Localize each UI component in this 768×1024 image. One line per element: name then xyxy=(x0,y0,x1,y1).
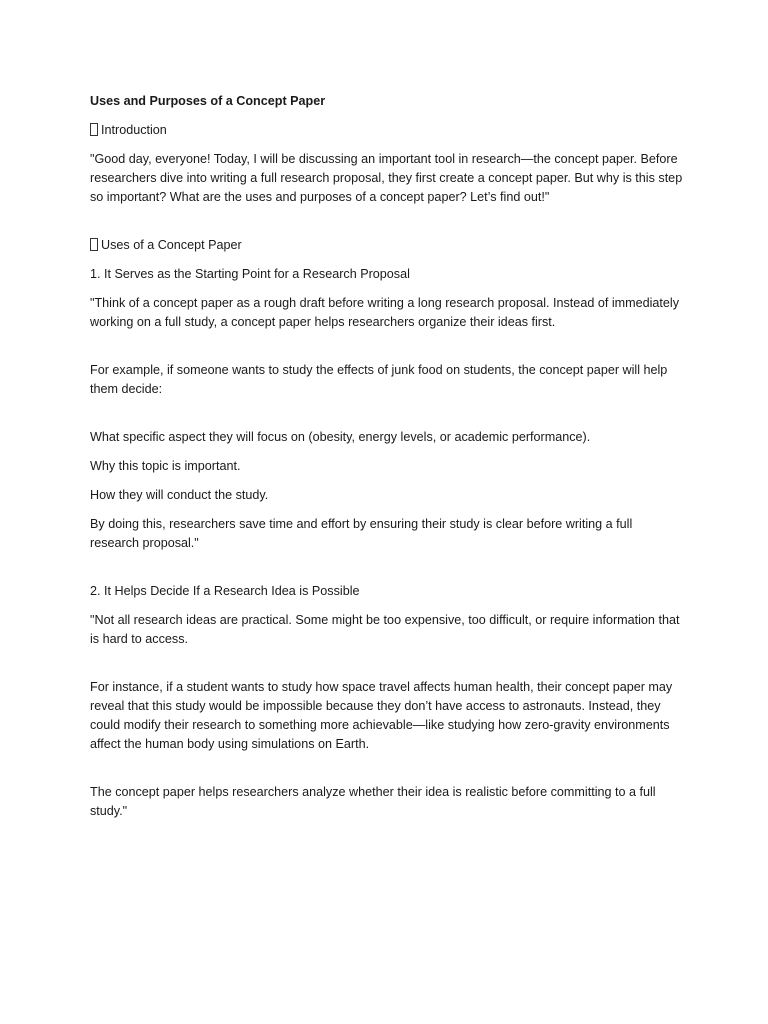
use2-paragraph-3: The concept paper helps researchers analyze whether their idea is realistic before committing to a full study." xyxy=(90,785,656,818)
use1-list-item-2: Why this topic is important. xyxy=(90,459,241,473)
use1-heading: 1. It Serves as the Starting Point for a Research Proposal xyxy=(90,267,410,281)
use1-list-item-3: How they will conduct the study. xyxy=(90,488,269,502)
use2-heading: 2. It Helps Decide If a Research Idea is Possible xyxy=(90,584,360,598)
missing-glyph-icon xyxy=(90,123,98,136)
use1-paragraph-2: For example, if someone wants to study the effects of junk food on students, the concept paper will help them decide: xyxy=(90,363,668,396)
intro-heading xyxy=(90,121,684,140)
use1-paragraph-1: "Think of a concept paper as a rough draft before writing a long research proposal. Instead of immediately working on a full study, a concept paper helps researchers organize their ideas first. xyxy=(90,296,680,329)
use1-list-item-1: What specific aspect they will focus on (obesity, energy levels, or academic performance). xyxy=(90,430,591,444)
document-page xyxy=(90,92,684,821)
missing-glyph-icon xyxy=(90,238,98,251)
document-title: Uses and Purposes of a Concept Paper xyxy=(90,94,326,108)
intro-paragraph: "Good day, everyone! Today, I will be discussing an important tool in research—the concept paper. Before researchers dive into writing a full research proposal, they first create a concept paper. But why is this step so important? What are the uses and purposes of a concept paper? Let’s find out!" xyxy=(90,152,683,204)
use2-paragraph-1: "Not all research ideas are practical. Some might be too expensive, too difficult, or require information that is hard to access. xyxy=(90,613,680,646)
uses-heading xyxy=(90,236,684,255)
uses-heading-text: Uses of a Concept Paper xyxy=(101,238,242,252)
use1-paragraph-3: By doing this, researchers save time and effort by ensuring their study is clear before writing a full research proposal." xyxy=(90,517,633,550)
intro-heading-text: Introduction xyxy=(101,123,167,137)
use2-paragraph-2: For instance, if a student wants to study how space travel affects human health, their concept paper may reveal that this study would be impossible because they don’t have access to astronauts. Instead, they could modify their research to something more achievable—like studying how zero-gravity environments affect the human body using simulations on Earth. xyxy=(90,680,673,751)
